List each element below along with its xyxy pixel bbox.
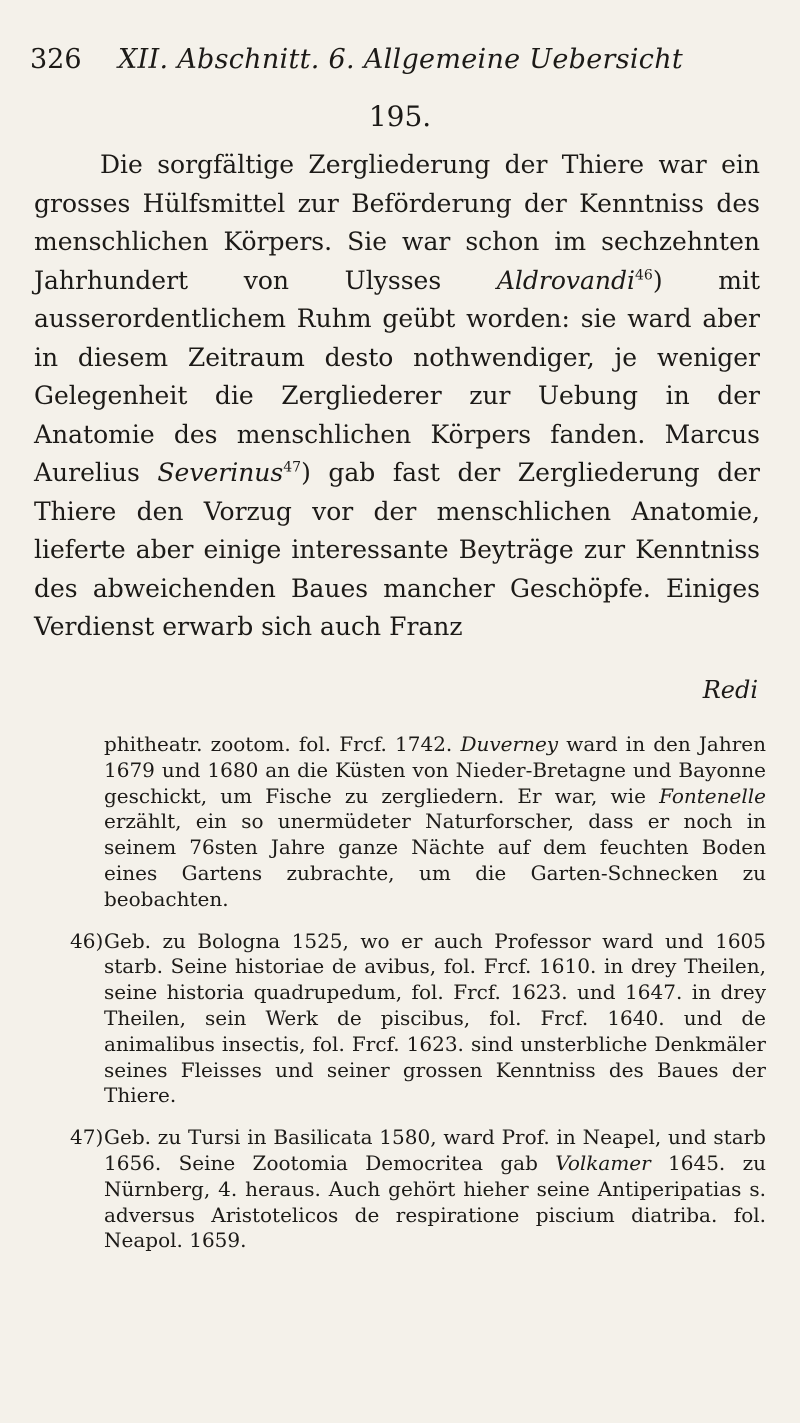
name-severinus: Severinus bbox=[157, 458, 284, 487]
footnote-continuation bbox=[70, 732, 766, 913]
page-number: 326 bbox=[30, 44, 82, 75]
footnote-ref-47: 47 bbox=[283, 459, 302, 476]
section-number: 195. bbox=[368, 100, 432, 133]
footnote-ref-46: 46 bbox=[635, 267, 653, 284]
main-paragraph: Die sorgfältige Zergliederung der Thiere war ein grosses Hülfsmittel zur Beförderung der Kenntniss des menschlichen Körpers. Sie war schon im sechzehnten Jahrhundert von Ulysses Aldrovandi$^{46}$) mit ausserordentlichem Ruhm geübt worden: sie ward aber in diesem Zeitraum desto nothwendiger, je weniger Gelegenheit die Zergliederer zur Uebung in der Anatomie des menschlichen Körpers fanden. Marcus Aurelius Severinus$^{47}$) gab fast der Zergliederung der Thiere den Vorzug vor der menschlichen Anatomie, lieferte aber einige interessante Beyträge zur Kenntniss des abweichenden Baues mancher Geschöpfe. Einiges Verdienst erwarb sich auch Franz bbox=[34, 150, 761, 641]
text-run-1: Die sorgfältige Zergliederung der Thiere war ein grosses Hülfsmittel zur Beförderung der Kenntniss des menschlichen Körpers. Sie war schon im sechzehnten Jahrhundert von Ulysses bbox=[34, 150, 760, 295]
main-text bbox=[34, 146, 760, 647]
footnote-47 bbox=[70, 1125, 766, 1254]
text-run-3: gab fast der Zergliederung der Thiere den Vorzug vor der menschlichen Anatomie, lieferte aber einige interessante Beyträge zur Kenntniss des abweichenden Baues mancher Geschöpfe. Einiges Verdienst erwarb sich auch Franz bbox=[34, 458, 760, 641]
footnote-47-text-b: 1645. zu Nürnberg, 4. heraus. Auch gehört hieher seine Antiperipatias s. adversus Aristotelicos de respiratione piscium diatriba. fol. Neapol. 1659. bbox=[104, 1150, 767, 1253]
footnote-46 bbox=[70, 929, 766, 1110]
text-run-2: mit ausserordentlichem Ruhm geübt worden: sie ward aber in diesem Zeitraum desto nothwendiger, je weniger Gelegenheit die Zergliederer zur Uebung in der Anatomie des menschlichen Körpers fanden. Marcus Aurelius bbox=[34, 265, 761, 487]
running-header bbox=[30, 44, 770, 84]
footnote-46-label: 46) bbox=[70, 928, 104, 953]
footnote-47-text-a: Geb. zu Tursi in Basilicata 1580, ward Prof. in Neapel, und starb 1656. Seine Zootomia Democritea gab bbox=[104, 1125, 766, 1175]
name-volkamer: Volkamer bbox=[555, 1150, 651, 1175]
catchword: Redi bbox=[702, 676, 758, 704]
footnotes bbox=[70, 732, 766, 1270]
continuation-text-c: erzählt, ein so unermüdeter Naturforscher, dass er noch in seinem 76sten Jahre ganze Nächte auf dem feuchten Boden eines Gartens zubrachte, um die Garten-Schnecken zu beobachten. bbox=[104, 809, 766, 911]
footnote-47-label: 47) bbox=[70, 1125, 104, 1150]
continuation-text-b: ward in den Jahren 1679 und 1680 an die Küsten von Nieder-Bretagne und Bayonne geschickt, um Fische zu zergliedern. Er war, wie bbox=[104, 732, 767, 808]
name-aldrovandi: Aldrovandi bbox=[496, 265, 636, 295]
running-title: XII. Abschnitt. 6. Allgemeine Uebersicht bbox=[118, 44, 684, 75]
continuation-text-a: phitheatr. zootom. fol. Frcf. 1742. bbox=[104, 732, 453, 756]
footnote-46-text: Geb. zu Bologna 1525, wo er auch Professor ward und 1605 starb. Seine historiae de avibus, fol. Frcf. 1610. in drey Theilen, seine historia quadrupedum, fol. Frcf. 1623. und 1647. in drey Theilen, sein Werk de piscibus, fol. Frcf. 1640. und de animalibus insectis, fol. Frcf. 1623. sind unsterbliche Denkmäler seines Fleisses und seiner grossen Kenntniss des Baues der Thiere. bbox=[104, 928, 766, 1108]
name-duverney: Duverney bbox=[460, 732, 559, 756]
name-fontenelle: Fontenelle bbox=[659, 783, 766, 808]
